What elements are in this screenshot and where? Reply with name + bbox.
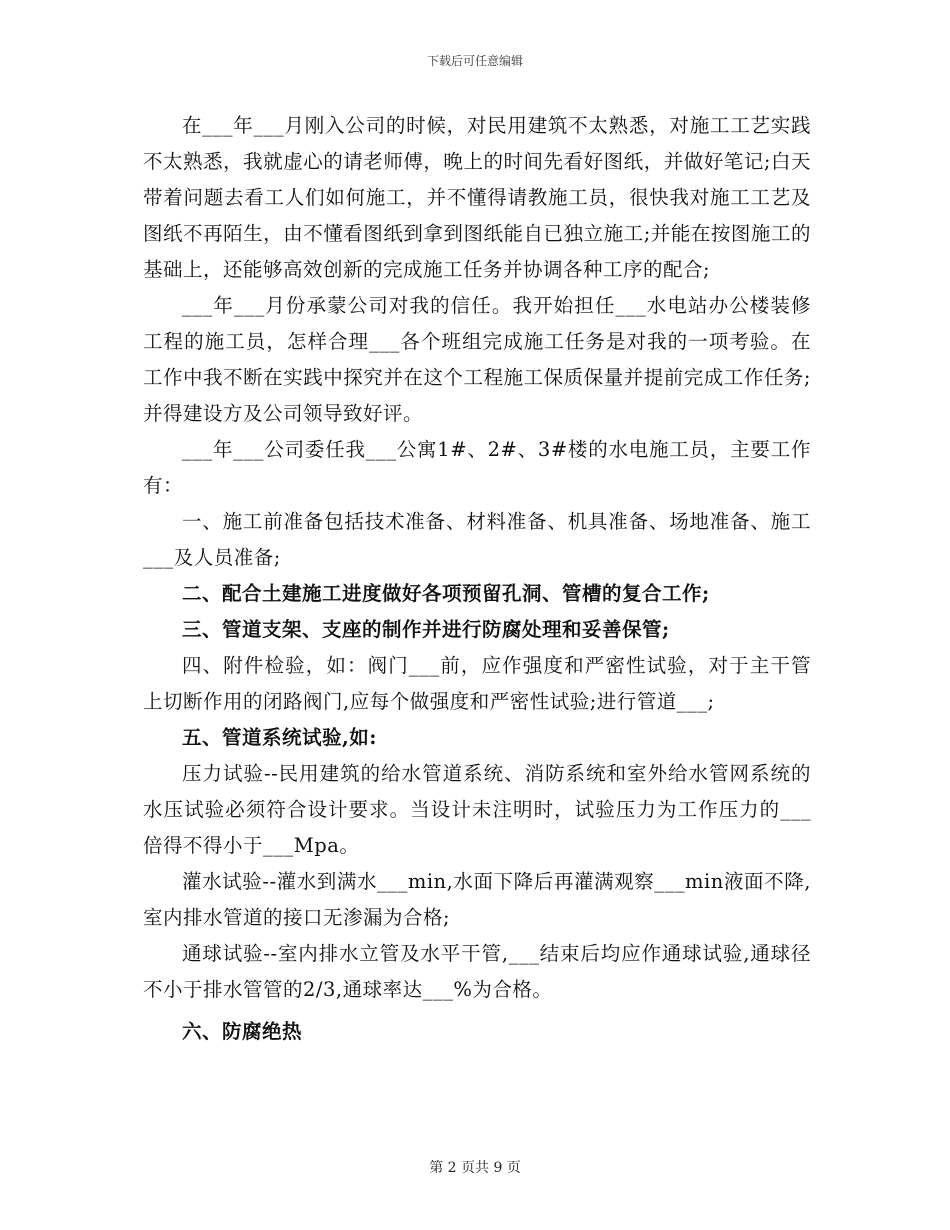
paragraph-item-3: 三、管道支架、支座的制作并进行防腐处理和妥善保管;: [182, 618, 670, 641]
paragraph-item-2: 二、配合土建施工进度做好各项预留孔洞、管槽的复合工作;: [182, 582, 710, 605]
paragraph-item-5: 五、管道系统试验,如:: [182, 726, 377, 749]
paragraph-item-6: 六、防腐绝热: [182, 1020, 303, 1043]
paragraph-pressure-test: 压力试验--民用建筑的给水管道系统、消防系统和室外给水管网系统的水压试验必须符合设计要求。当设计未注明时，试验压力为工作压力的___倍得不得小于___Mpa。: [143, 762, 811, 857]
paragraph-office-project: ___年___月份承蒙公司对我的信任。我开始担任___水电站办公楼装修工程的施工员，怎样合理___各个班组完成施工任务是对我的一项考验。在工作中我不断在实践中探究并在这个工程施工保质保量并提前完成工作任务;并得建设方及公司领导致好评。: [143, 294, 811, 425]
page-header: 下载后可任意编辑: [426, 54, 523, 68]
document-body: [143, 108, 811, 1050]
paragraph-apartment-duties: ___年___公司委任我___公寓1#、2#、3#楼的水电施工员，主要工作有：: [143, 438, 811, 497]
paragraph-ball-test: 通球试验--室内排水立管及水平干管,___结束后均应作通球试验,通球径不小于排水管管的2/3,通球率达___%为合格。: [143, 942, 811, 1001]
page-number: 第 2 页共 9 页: [429, 1160, 521, 1176]
paragraph-item-1: 一、施工前准备包括技术准备、材料准备、机具准备、场地准备、施工___及人员准备;: [143, 510, 811, 569]
paragraph-item-4: 四、附件检验，如：阀门___前，应作强度和严密性试验，对于主干管上切断作用的闭路阀门,应每个做强度和严密性试验;进行管道___;: [143, 654, 811, 713]
paragraph-water-fill-test: 灌水试验--灌水到满水___min,水面下降后再灌满观察___min液面不降,室内排水管道的接口无渗漏为合格;: [143, 870, 811, 929]
paragraph-intro: 在___年___月刚入公司的时候，对民用建筑不太熟悉，对施工工艺实践不太熟悉，我就虚心的请老师傅，晚上的时间先看好图纸，并做好笔记;白天带着问题去看工人们如何施工，并不懂得请教施工员，很快我对施工工艺及图纸不再陌生，由不懂看图纸到拿到图纸能自已独立施工;并能在按图施工的基础上，还能够高效创新的完成施工任务并协调各种工序的配合;: [143, 114, 811, 281]
